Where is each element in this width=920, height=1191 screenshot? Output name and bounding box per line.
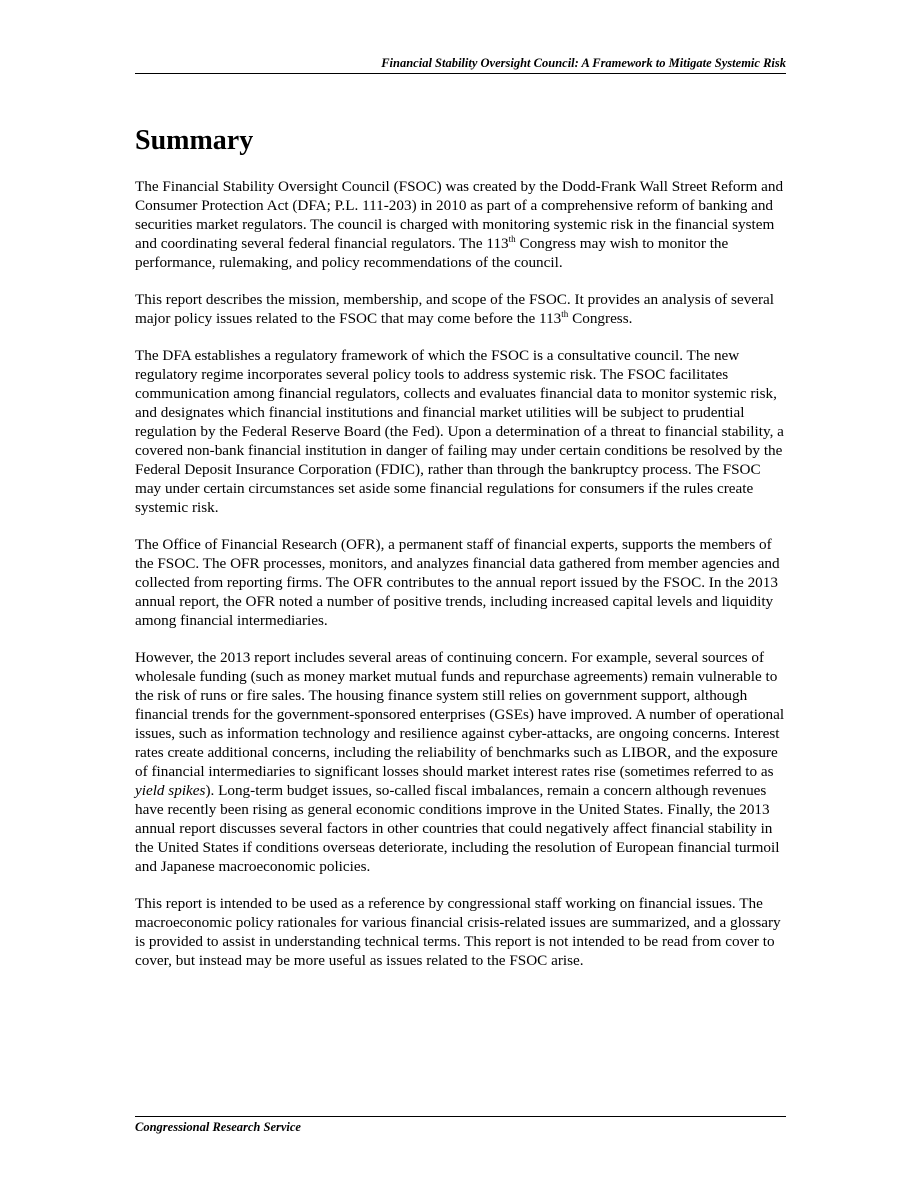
paragraph-2-text-b: Congress. — [568, 310, 633, 327]
footer-divider — [135, 1116, 786, 1117]
paragraph-1-text-b: Congress may wish to monitor the performance, rulemaking, and policy recommendations of the council. — [135, 235, 729, 271]
paragraph-1 — [135, 177, 786, 272]
ordinal-suffix: th — [561, 308, 569, 319]
page-title: Summary — [135, 125, 254, 156]
paragraph-2 — [135, 290, 786, 328]
emphasized-term: yield spikes — [135, 782, 206, 799]
summary-body — [135, 177, 786, 988]
running-header: Financial Stability Oversight Council: A Framework to Mitigate Systemic Risk — [381, 56, 786, 70]
paragraph-5-text-a: However, the 2013 report includes several areas of continuing concern. For example, several sources of wholesale funding (such as money market mutual funds and repurchase agreements) remain vulnerable to the risk of runs or fire sales. The housing finance system still relies on government support, although financial trends for the government-sponsored enterprises (GSEs) have improved. A number of operational issues, such as information technology and resilience against cyber-attacks, are ongoing concerns. Interest rates create additional concerns, including the reliability of benchmarks such as LIBOR, and the exposure of financial intermediaries to significant losses should market interest rates rise (sometimes referred to as — [135, 649, 785, 780]
paragraph-3: The DFA establishes a regulatory framework of which the FSOC is a consultative council. The new regulatory regime incorporates several policy tools to address systemic risk. The FSOC facilitates communication among financial regulators, collects and evaluates financial data to monitor systemic risk, and designates which financial institutions and financial market utilities will be subject to prudential regulation by the Federal Reserve Board (the Fed). Upon a determination of a threat to financial stability, a covered non-bank financial institution in danger of failing may under certain conditions be resolved by the Federal Deposit Insurance Corporation (FDIC), rather than through the bankruptcy process. The FSOC may under certain circumstances set aside some financial regulations for consumers if the rules create systemic risk. — [135, 347, 784, 516]
paragraph-1-text-a: The Financial Stability Oversight Council (FSOC) was created by the Dodd-Frank Wall Street Reform and Consumer Protection Act (DFA; P.L. 111-203) in 2010 as part of a comprehensive reform of banking and securities market regulators. The council is charged with monitoring systemic risk in the financial system and coordinating several federal financial regulators. The 113 — [135, 178, 784, 252]
paragraph-5-text-b: ). Long-term budget issues, so-called fiscal imbalances, remain a concern although revenues have recently been rising as general economic conditions improve in the United States. Finally, the 2013 annual report discusses several factors in other countries that could negatively affect financial stability in the United States if conditions overseas deteriorate, including the resolution of European financial turmoil and Japanese macroeconomic policies. — [135, 782, 780, 875]
paragraph-4: The Office of Financial Research (OFR), a permanent staff of financial experts, supports the members of the FSOC. The OFR processes, monitors, and analyzes financial data gathered from member agencies and collected from reporting firms. The OFR contributes to the annual report issued by the FSOC. In the 2013 annual report, the OFR noted a number of positive trends, including increased capital levels and liquidity among financial intermediaries. — [135, 536, 780, 629]
running-footer: Congressional Research Service — [135, 1120, 301, 1134]
header-divider — [135, 73, 786, 74]
paragraph-5 — [135, 648, 786, 876]
paragraph-6: This report is intended to be used as a reference by congressional staff working on financial issues. The macroeconomic policy rationales for various financial crisis-related issues are summarized, and a glossary is provided to assist in understanding technical terms. This report is not intended to be read from cover to cover, but instead may be more useful as issues related to the FSOC arise. — [135, 895, 781, 969]
ordinal-suffix: th — [508, 233, 516, 244]
paragraph-2-text-a: This report describes the mission, membership, and scope of the FSOC. It provides an analysis of several major policy issues related to the FSOC that may come before the 113 — [135, 291, 775, 327]
